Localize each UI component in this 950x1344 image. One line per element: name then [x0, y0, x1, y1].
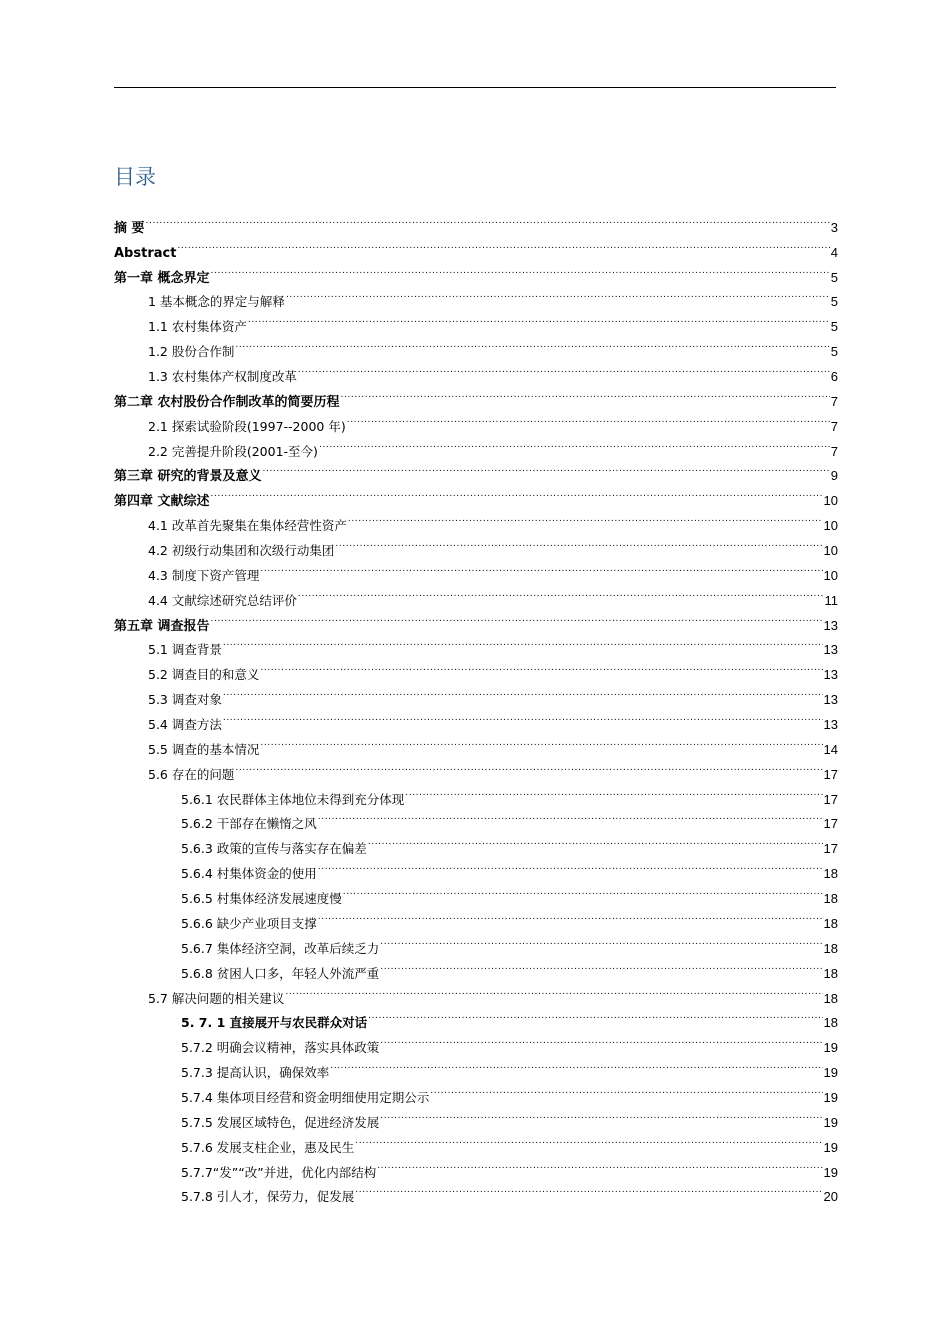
toc-dot-leader: [223, 630, 823, 655]
toc-entry-title: 1 基本概念的界定与解释: [148, 294, 285, 310]
toc-entry-title: 5.7.3 提高认识，确保效率: [181, 1065, 330, 1081]
toc-dot-leader: [319, 431, 830, 456]
toc-dot-leader: [223, 679, 823, 704]
toc-entry-title: 5.7.5 发展区域特色，促进经济发展: [181, 1114, 380, 1130]
toc-dot-leader: [355, 1127, 822, 1152]
toc-entry-page-number: 19: [823, 1114, 838, 1130]
toc-entry-page-number: 18: [823, 866, 838, 882]
toc-entry-page-number: 18: [823, 1015, 838, 1031]
table-of-contents: [114, 207, 838, 1205]
toc-entry-page-number: 17: [823, 766, 838, 782]
toc-entry[interactable]: [114, 605, 838, 634]
toc-entry-page-number: 19: [823, 1089, 838, 1105]
toc-entry-title: 5.2 调查目的和意义: [148, 667, 260, 683]
toc-entry-title: 第四章 文献综述: [114, 494, 210, 510]
toc-entry-title: 5.6.3 政策的宣传与落实存在偏差: [181, 841, 367, 857]
toc-dot-leader: [380, 1102, 822, 1127]
toc-entry[interactable]: [114, 729, 838, 757]
toc-entry-page-number: 18: [823, 940, 838, 956]
toc-dot-leader: [355, 1177, 822, 1202]
toc-dot-leader: [380, 953, 822, 978]
toc-entry-title: 5. 7. 1 直接展开与农民群众对话: [181, 1015, 368, 1031]
toc-entry-title: 5.1 调查背景: [148, 642, 222, 658]
toc-entry-page-number: 19: [823, 1040, 838, 1056]
toc-entry-page-number: 17: [823, 841, 838, 857]
toc-dot-leader: [348, 505, 823, 530]
toc-entry-page-number: 17: [823, 816, 838, 832]
toc-entry-title: 5.6.6 缺少产业项目支撑: [181, 915, 317, 931]
toc-entry-page-number: 18: [823, 915, 838, 931]
toc-entry-title: 1.3 农村集体产权制度改革: [148, 369, 297, 385]
toc-entry-page-number: 6: [830, 369, 838, 385]
toc-entry-page-number: 3: [830, 219, 838, 235]
toc-entry-title: 第二章 农村股份合作制改革的简要历程: [114, 394, 340, 410]
toc-entry-title: 5.6.1 农民群体主体地位未得到充分体现: [181, 791, 405, 807]
toc-entry-title: 5.7.7“发”“改”并进，优化内部结构: [181, 1164, 377, 1180]
toc-entry-page-number: 7: [830, 443, 838, 459]
toc-entry-title: 第一章 概念界定: [114, 270, 210, 286]
toc-dot-leader: [211, 605, 823, 630]
toc-entry-page-number: 18: [823, 965, 838, 981]
toc-entry-title: 5.7.4 集体项目经营和资金明细使用定期公示: [181, 1089, 430, 1105]
toc-dot-leader: [335, 530, 822, 555]
toc-entry-title: 5.6.7 集体经济空洞，改革后续乏力: [181, 940, 380, 956]
toc-entry-page-number: 11: [824, 592, 838, 608]
toc-entry-page-number: 19: [823, 1065, 838, 1081]
toc-entry-title: 4.4 文献综述研究总结评价: [148, 592, 297, 608]
toc-entry[interactable]: [114, 480, 838, 510]
toc-entry-page-number: 14: [823, 741, 838, 757]
toc-entry-page-number: 13: [823, 692, 838, 708]
toc-entry[interactable]: [114, 704, 838, 733]
toc-entry-page-number: 18: [823, 891, 838, 907]
toc-entry-title: 5.6.4 村集体资金的使用: [181, 866, 317, 882]
toc-dot-leader: [177, 232, 829, 257]
toc-entry-title: 5.4 调查方法: [148, 717, 222, 733]
toc-dot-leader: [260, 555, 822, 580]
toc-entry-title: 5.6 存在的问题: [148, 766, 235, 782]
toc-entry-title: 4.1 改革首先聚集在集体经营性资产: [148, 518, 347, 534]
toc-entry-title: 5.7.6 发展支柱企业，惠及民生: [181, 1139, 355, 1155]
toc-entry[interactable]: [114, 679, 838, 708]
toc-dot-leader: [286, 282, 830, 307]
toc-dot-leader: [330, 1052, 822, 1077]
toc-entry-title: 5.6.5 村集体经济发展速度慢: [181, 891, 342, 907]
toc-entry-page-number: 5: [830, 319, 838, 335]
toc-entry-title: 5.7.8 引人才，保劳力，促发展: [181, 1189, 355, 1205]
toc-entry-page-number: 13: [823, 717, 838, 733]
toc-entry-title: 4.2 初级行动集团和次级行动集团: [148, 543, 335, 559]
toc-dot-leader: [211, 480, 823, 505]
toc-dot-leader: [377, 1152, 822, 1177]
toc-dot-leader: [368, 828, 823, 853]
toc-dot-leader: [341, 381, 830, 406]
toc-dot-leader: [347, 406, 830, 431]
toc-entry-page-number: 20: [823, 1189, 838, 1205]
toc-dot-leader: [368, 1003, 822, 1028]
toc-dot-leader: [285, 978, 822, 1003]
toc-dot-leader: [298, 580, 824, 605]
toc-entry-page-number: 10: [823, 493, 838, 509]
toc-dot-leader: [248, 306, 830, 331]
toc-entry-page-number: 5: [830, 269, 838, 285]
toc-entry-page-number: 18: [823, 990, 838, 1006]
toc-dot-leader: [223, 704, 823, 729]
toc-entry-title: 2.1 探索试验阶段(1997--2000 年): [148, 418, 346, 434]
toc-dot-leader: [318, 804, 823, 829]
toc-entry[interactable]: [114, 207, 838, 236]
toc-title: 目录: [114, 165, 156, 189]
toc-dot-leader: [235, 331, 829, 356]
toc-entry-title: 5.6.8 贫困人口多，年轻人外流严重: [181, 965, 380, 981]
toc-entry-page-number: 10: [823, 543, 838, 559]
toc-entry[interactable]: [114, 505, 838, 534]
toc-dot-leader: [263, 456, 830, 481]
toc-entry-title: 2.2 完善提升阶段(2001-至今): [148, 443, 318, 459]
toc-entry-title: 第三章 研究的背景及意义: [114, 469, 262, 485]
toc-entry-page-number: 10: [823, 518, 838, 534]
toc-entry-title: 5.7 解决问题的相关建议: [148, 990, 285, 1006]
toc-dot-leader: [235, 754, 822, 779]
toc-entry-page-number: 10: [823, 567, 838, 583]
toc-entry[interactable]: [114, 654, 838, 683]
toc-dot-leader: [380, 928, 822, 953]
toc-entry-title: 5.3 调查对象: [148, 692, 222, 708]
toc-entry-title: 摘 要: [114, 220, 145, 236]
toc-dot-leader: [343, 878, 823, 903]
toc-entry-title: 1.1 农村集体资产: [148, 319, 247, 335]
toc-dot-leader: [260, 729, 822, 754]
toc-dot-leader: [430, 1077, 822, 1102]
toc-dot-leader: [318, 853, 823, 878]
toc-dot-leader: [380, 1027, 822, 1052]
toc-entry-page-number: 4: [830, 244, 838, 260]
toc-entry-page-number: 9: [830, 468, 838, 484]
toc-entry-page-number: 7: [830, 393, 838, 409]
toc-entry-page-number: 13: [823, 617, 838, 633]
toc-entry-page-number: 5: [830, 344, 838, 360]
toc-entry-page-number: 13: [823, 642, 838, 658]
toc-entry-title: 5.6.2 干部存在懒惰之风: [181, 816, 317, 832]
toc-entry[interactable]: [114, 257, 838, 286]
toc-dot-leader: [298, 356, 830, 381]
toc-dot-leader: [260, 654, 822, 679]
toc-entry-page-number: 19: [823, 1139, 838, 1155]
toc-entry-page-number: 5: [830, 294, 838, 310]
toc-entry-title: 5.5 调查的基本情况: [148, 741, 260, 757]
toc-entry[interactable]: [114, 282, 838, 310]
toc-entry-page-number: 13: [823, 667, 838, 683]
toc-entry[interactable]: [114, 232, 838, 261]
toc-dot-leader: [211, 257, 830, 282]
toc-entry-page-number: 19: [823, 1164, 838, 1180]
toc-dot-leader: [405, 779, 822, 804]
toc-entry[interactable]: [114, 630, 838, 658]
header-rule: [114, 87, 836, 88]
toc-entry-title: 5.7.2 明确会议精神，落实具体政策: [181, 1040, 380, 1056]
toc-entry-page-number: 17: [823, 791, 838, 807]
toc-dot-leader: [146, 207, 830, 232]
toc-entry-title: 第五章 调查报告: [114, 618, 210, 634]
toc-entry-title: Abstract: [114, 245, 177, 261]
toc-entry-page-number: 7: [830, 418, 838, 434]
toc-entry-title: 1.2 股份合作制: [148, 344, 235, 360]
toc-dot-leader: [318, 903, 823, 928]
toc-entry-title: 4.3 制度下资产管理: [148, 567, 260, 583]
